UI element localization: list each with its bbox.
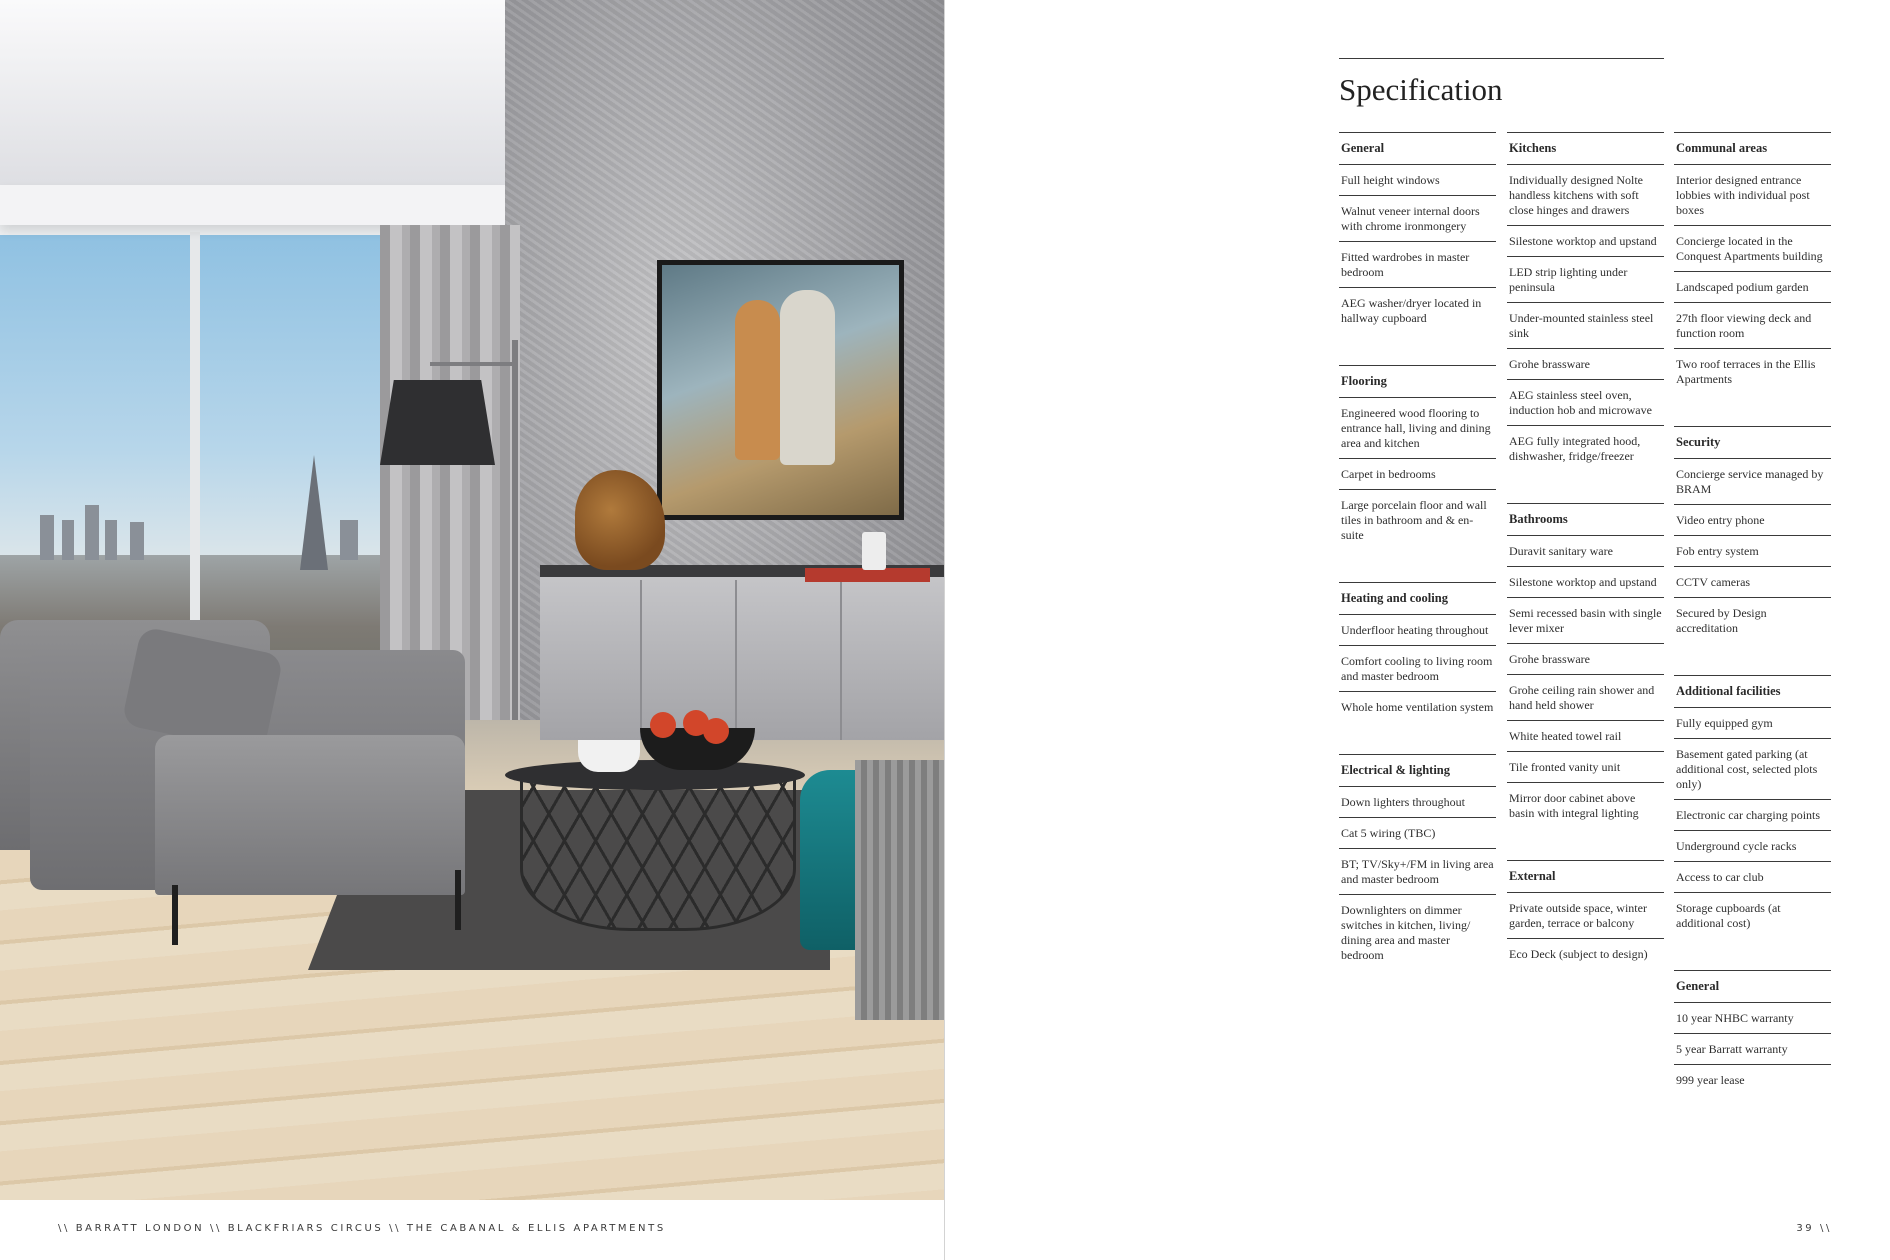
spec-column-3 (1674, 132, 1831, 1095)
spec-item: LED strip lighting under peninsula (1507, 257, 1664, 303)
spec-item: Grohe ceiling rain shower and hand held shower (1507, 675, 1664, 721)
spec-item: Private outside space, winter garden, terrace or balcony (1507, 893, 1664, 939)
spec-section (1339, 582, 1496, 722)
spec-list (1339, 398, 1496, 550)
tower (105, 520, 117, 560)
tower (85, 505, 99, 560)
spec-item: AEG fully integrated hood, dishwasher, fridge/freezer (1509, 434, 1641, 463)
spec-section (1339, 132, 1496, 333)
spec-item: Mirror door cabinet above basin with integral lighting (1509, 791, 1639, 820)
spec-item: Underground cycle racks (1674, 831, 1831, 862)
spec-section (1507, 503, 1664, 828)
spec-section (1339, 754, 1496, 970)
living-room-photo (0, 0, 945, 1200)
spec-item: Two roof terraces in the Ellis Apartments (1676, 357, 1816, 386)
section-heading: Additional facilities (1674, 675, 1831, 708)
tv-figure (735, 300, 780, 460)
spec-item: White heated towel rail (1507, 721, 1664, 752)
page-number: 39 \\ (1796, 1223, 1832, 1234)
spec-item: Down lighters throughout (1339, 787, 1496, 818)
spec-section (1674, 132, 1831, 394)
spec-item: Basement gated parking (at additional cost, selected plots only) (1674, 739, 1831, 800)
spec-item: Concierge service managed by BRAM (1674, 459, 1831, 505)
spec-item: Underfloor heating throughout (1339, 615, 1496, 646)
spec-item: Individually designed Nolte handless kitchens with soft close hinges and drawers (1507, 165, 1664, 226)
spec-item: Fitted wardrobes in master bedroom (1339, 242, 1496, 288)
spec-section (1674, 970, 1831, 1095)
spec-item: CCTV cameras (1674, 567, 1831, 598)
sideboard-door-line (735, 580, 737, 740)
spec-item: 27th floor viewing deck and function room (1674, 303, 1831, 349)
spec-section (1339, 365, 1496, 550)
spec-item: Eco Deck (subject to design) (1509, 947, 1648, 961)
section-heading: Heating and cooling (1339, 582, 1496, 615)
spec-item: 5 year Barratt warranty (1674, 1034, 1831, 1065)
spec-item: Video entry phone (1674, 505, 1831, 536)
spec-item: Under-mounted stainless steel sink (1507, 303, 1664, 349)
floor-lamp-pole (512, 340, 518, 720)
section-heading: General (1339, 132, 1496, 165)
section-heading: Kitchens (1507, 132, 1664, 165)
floor-lamp-arm (430, 362, 518, 366)
spec-item: Cat 5 wiring (TBC) (1339, 818, 1496, 849)
spec-list (1674, 708, 1831, 938)
spec-item: Whole home ventilation system (1341, 700, 1494, 714)
spec-item: Silestone worktop and upstand (1507, 567, 1664, 598)
spec-item: Duravit sanitary ware (1507, 536, 1664, 567)
spec-item: Landscaped podium garden (1674, 272, 1831, 303)
spec-item: Full height windows (1339, 165, 1496, 196)
spec-list (1674, 165, 1831, 394)
section-heading: Flooring (1339, 365, 1496, 398)
spec-item: Storage cupboards (at additional cost) (1676, 901, 1781, 930)
ceiling-soffit (0, 185, 505, 225)
section-heading: General (1674, 970, 1831, 1003)
spec-item: 999 year lease (1676, 1073, 1745, 1087)
spec-item: Interior designed entrance lobbies with individual post boxes (1674, 165, 1831, 226)
spec-item: Large porcelain floor and wall tiles in bathroom and & en-suite (1341, 498, 1487, 542)
spec-item: Grohe brassware (1507, 644, 1664, 675)
spec-item: Tile fronted vanity unit (1507, 752, 1664, 783)
spec-section (1507, 132, 1664, 471)
section-heading: External (1507, 860, 1664, 893)
spec-item: Electronic car charging points (1674, 800, 1831, 831)
sofa-leg (455, 870, 461, 930)
spec-list (1339, 165, 1496, 333)
sideboard-door-line (640, 580, 642, 740)
spec-item: AEG stainless steel oven, induction hob and microwave (1507, 380, 1664, 426)
spec-item: Engineered wood flooring to entrance hall, living and dining area and kitchen (1339, 398, 1496, 459)
fruit (703, 718, 729, 744)
spec-item: Walnut veneer internal doors with chrome ironmongery (1339, 196, 1496, 242)
spec-item: Carpet in bedrooms (1339, 459, 1496, 490)
spec-item: Grohe brassware (1507, 349, 1664, 380)
spec-item: Fully equipped gym (1674, 708, 1831, 739)
spec-item: BT; TV/Sky+/FM in living area and master bedroom (1339, 849, 1496, 895)
section-heading: Electrical & lighting (1339, 754, 1496, 787)
sofa-leg (172, 885, 178, 945)
section-heading: Security (1674, 426, 1831, 459)
books (805, 568, 930, 582)
spec-list (1674, 1003, 1831, 1095)
spec-section (1674, 675, 1831, 938)
spec-item: Downlighters on dimmer switches in kitchen, living/ dining area and master bedroom (1341, 903, 1471, 962)
sofa-arm (155, 735, 465, 895)
footer-left: \\ BARRATT LONDON \\ BLACKFRIARS CIRCUS \\ THE CABANAL & ELLIS APARTMENTS (58, 1223, 666, 1234)
spec-list (1339, 787, 1496, 970)
sideboard-door-line (840, 580, 842, 740)
spec-item: Access to car club (1674, 862, 1831, 893)
spec-item: 10 year NHBC warranty (1674, 1003, 1831, 1034)
spec-list (1339, 615, 1496, 722)
spec-item: Silestone worktop and upstand (1507, 226, 1664, 257)
spec-column-1 (1339, 132, 1496, 970)
tower (40, 515, 54, 560)
spec-section (1507, 860, 1664, 969)
page-title: Specification (1339, 72, 1503, 107)
tower (130, 522, 144, 560)
spec-list (1507, 893, 1664, 969)
planter-bowl (578, 740, 640, 772)
tower (62, 520, 74, 560)
coffee-table-top (505, 760, 805, 790)
spec-item: AEG washer/dryer located in hallway cupboard (1341, 296, 1482, 325)
sideboard (540, 570, 945, 740)
section-heading: Bathrooms (1507, 503, 1664, 536)
spec-item: Fob entry system (1674, 536, 1831, 567)
spec-item: Secured by Design accreditation (1676, 606, 1767, 635)
shard-building (300, 455, 328, 570)
spec-list (1674, 459, 1831, 643)
fruit (650, 712, 676, 738)
spec-item: Concierge located in the Conquest Apartments building (1674, 226, 1831, 272)
spec-item: Comfort cooling to living room and master bedroom (1339, 646, 1496, 692)
pencil-cup (862, 532, 886, 570)
spec-section (1674, 426, 1831, 643)
lamp-shade (380, 380, 495, 465)
title-rule (1339, 58, 1664, 59)
spec-item: Semi recessed basin with single lever mixer (1507, 598, 1664, 644)
coffee-table-base (520, 775, 796, 931)
spec-column-2 (1507, 132, 1664, 969)
tv-figure (780, 290, 835, 465)
tower (340, 520, 358, 560)
section-heading: Communal areas (1674, 132, 1831, 165)
spec-list (1507, 536, 1664, 828)
throw-blanket (855, 760, 945, 1020)
spec-list (1507, 165, 1664, 471)
